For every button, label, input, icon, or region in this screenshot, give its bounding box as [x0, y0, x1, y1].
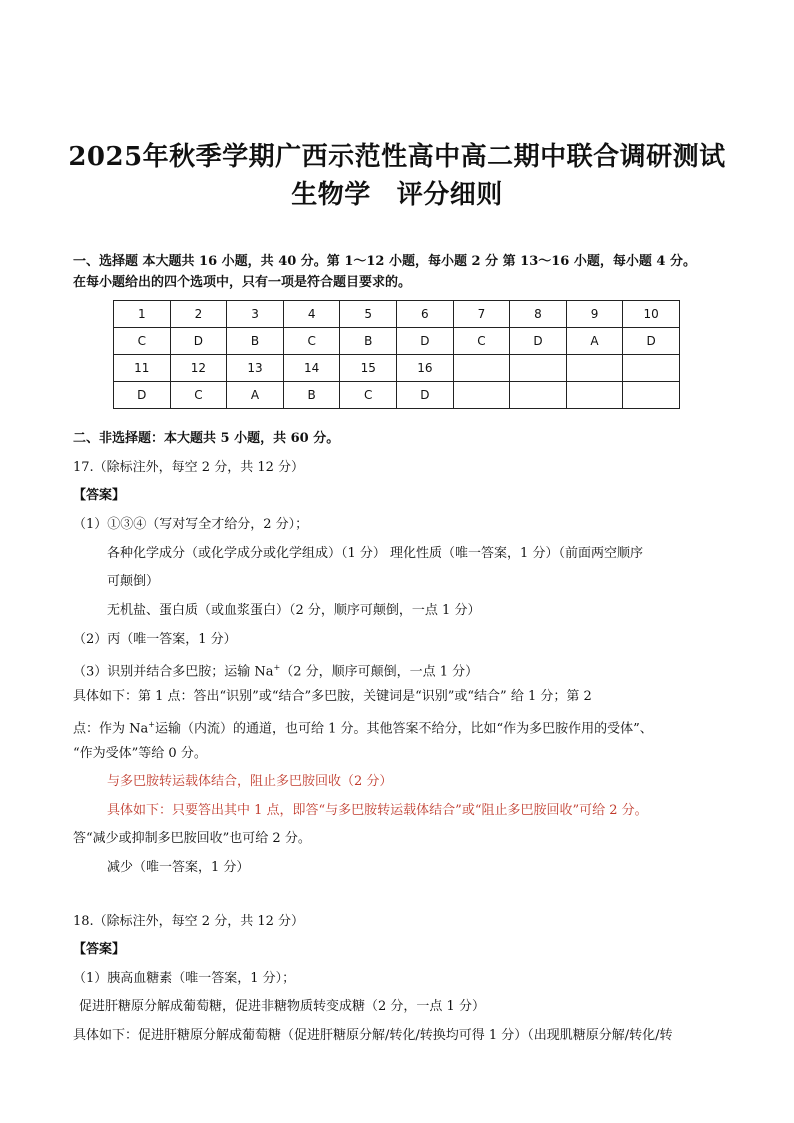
table-cell: 14 [283, 355, 340, 382]
q17-part3: （3）识别并结合多巴胺；运输 Na+（2 分，顺序可颠倒，一点 1 分） [73, 663, 479, 680]
table-cell: C [283, 328, 340, 355]
table-cell: D [114, 382, 171, 409]
table-row [114, 382, 680, 409]
table-row [114, 301, 680, 328]
table-cell: C [114, 328, 171, 355]
table-cell [453, 355, 510, 382]
section1-heading: 一、选择题 本大题共 16 小题，共 40 分。第 1～12 小题，每小题 2 分 第 13～16 小题，每小题 4 分。 [73, 254, 696, 269]
table-cell: A [566, 328, 623, 355]
q17-part1-detail: 各种化学成分（或化学成分或化学组成）（1 分） 理化性质（唯一答案，1 分）（前面两空顺序 [107, 546, 643, 561]
table-cell [623, 382, 680, 409]
q18-answer-label: 【答案】 [73, 942, 126, 957]
table-cell [453, 382, 510, 409]
table-cell: 15 [340, 355, 397, 382]
table-cell: A [227, 382, 284, 409]
table-cell: D [623, 328, 680, 355]
document-subtitle [0, 174, 794, 211]
q17-part2: （2）丙（唯一答案，1 分） [73, 632, 237, 647]
table-cell: 3 [227, 301, 284, 328]
q18-part1: （1）胰高血糖素（唯一答案，1 分）； [73, 971, 296, 986]
q17-red-answer: 与多巴胺转运载体结合，阻止多巴胺回收（2 分） [107, 774, 393, 789]
table-row [114, 355, 680, 382]
section1-instruction: 在每小题给出的四个选项中，只有一项是符合题目要求的。 [73, 275, 412, 290]
table-cell: 8 [510, 301, 567, 328]
table-cell: 5 [340, 301, 397, 328]
subtitle-rubric: 评分细则 [396, 180, 503, 210]
table-cell: D [510, 328, 567, 355]
q18-header: 18.（除标注外，每空 2 分，共 12 分） [73, 914, 305, 929]
q17-note: 答“减少或抑制多巴胺回收”也可给 2 分。 [73, 831, 311, 846]
table-cell [566, 355, 623, 382]
q17-detail-2: 点：作为 Na+运输（内流）的通道，也可给 1 分。其他答案不给分，比如“作为多巴胺作用的受体”、 [73, 720, 653, 737]
table-cell: 4 [283, 301, 340, 328]
table-cell: 9 [566, 301, 623, 328]
section2-heading: 二、非选择题：本大题共 5 小题，共 60 分。 [73, 431, 340, 446]
table-cell: B [283, 382, 340, 409]
table-cell: 1 [114, 301, 171, 328]
table-cell [510, 355, 567, 382]
table-cell: D [397, 382, 454, 409]
table-cell: C [340, 382, 397, 409]
table-cell: 11 [114, 355, 171, 382]
table-cell: 13 [227, 355, 284, 382]
q18-part1-detail: 促进肝糖原分解成葡萄糖，促进非糖物质转变成糖（2 分，一点 1 分） [79, 999, 485, 1014]
q17-detail-3: “作为受体”等给 0 分。 [73, 746, 207, 761]
table-cell: 7 [453, 301, 510, 328]
table-cell: 12 [170, 355, 227, 382]
q17-red-detail: 具体如下：只要答出其中 1 点，即答“与多巴胺转运载体结合”或“阻止多巴胺回收”可给 2 分。 [107, 803, 648, 818]
table-cell: 16 [397, 355, 454, 382]
table-cell: B [340, 328, 397, 355]
table-cell: B [227, 328, 284, 355]
q17-part1-line2: 无机盐、蛋白质（或血浆蛋白）（2 分，顺序可颠倒，一点 1 分） [107, 603, 481, 618]
q17-part1-detail-cont: 可颠倒） [107, 574, 160, 589]
table-cell [566, 382, 623, 409]
table-cell: 10 [623, 301, 680, 328]
q17-detail-1: 具体如下：第 1 点：答出“识别”或“结合”多巴胺，关键词是“识别”或“结合” 给 1 分；第 2 [73, 689, 592, 704]
table-cell [623, 355, 680, 382]
document-title: 2025年秋季学期广西示范性高中高二期中联合调研测试 [68, 142, 726, 172]
q17-last: 减少（唯一答案，1 分） [107, 860, 250, 875]
subtitle-subject: 生物学 [291, 180, 371, 210]
q17-part1: （1）①③④（写对写全才给分，2 分）； [73, 517, 309, 532]
table-cell [510, 382, 567, 409]
table-cell: D [397, 328, 454, 355]
table-cell: D [170, 328, 227, 355]
q17-header: 17.（除标注外，每空 2 分，共 12 分） [73, 460, 305, 475]
table-cell: C [453, 328, 510, 355]
table-cell: C [170, 382, 227, 409]
table-row [114, 328, 680, 355]
table-cell: 6 [397, 301, 454, 328]
q18-detail: 具体如下：促进肝糖原分解成葡萄糖（促进肝糖原分解/转化/转换均可得 1 分）（出现肌糖原分解/转化/转 [73, 1028, 673, 1043]
q17-answer-label: 【答案】 [73, 488, 126, 503]
table-cell: 2 [170, 301, 227, 328]
answer-table [113, 300, 680, 409]
